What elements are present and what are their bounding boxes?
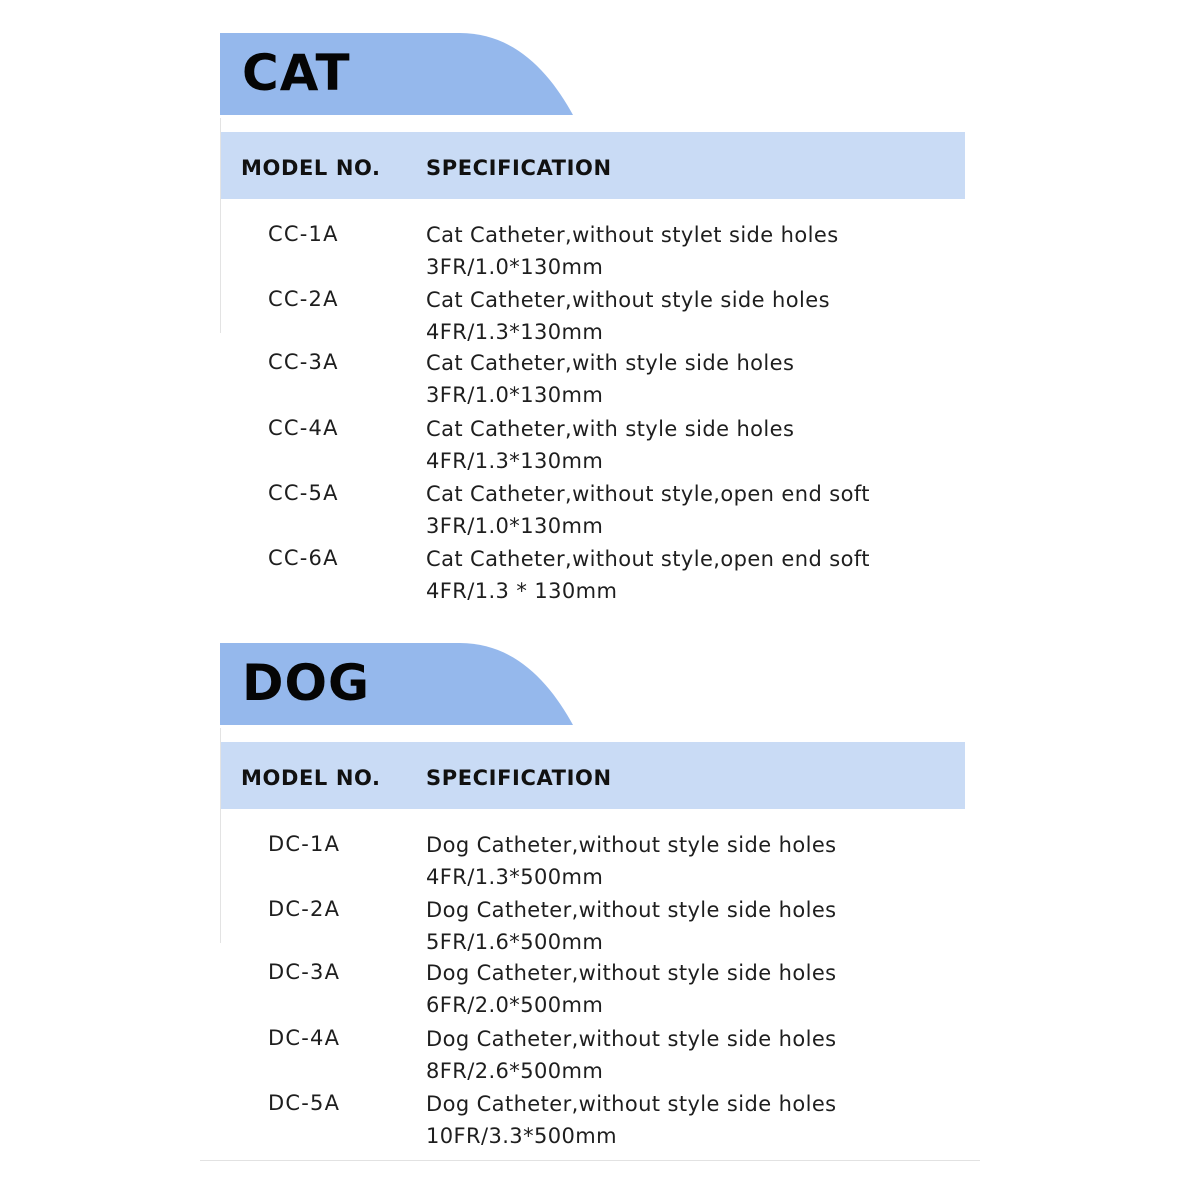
model-number: DC-1A (268, 832, 341, 856)
specification (426, 1023, 956, 1087)
model-column-header: MODEL NO. (241, 156, 381, 180)
model-number: CC-2A (268, 287, 339, 311)
spec-size: 4FR/1.3*500mm (426, 865, 604, 889)
section-title: DOG (242, 654, 371, 712)
table-edge-line (220, 118, 221, 333)
table-row (220, 478, 965, 542)
table-row (220, 1088, 965, 1152)
table-header (220, 742, 965, 809)
specification (426, 219, 956, 283)
specification (426, 284, 956, 348)
spec-description: Cat Catheter,without style,open end soft (426, 547, 870, 571)
spec-description: Cat Catheter,with style side holes (426, 417, 795, 441)
spec-description: Dog Catheter,without style side holes (426, 898, 837, 922)
model-number: DC-5A (268, 1091, 341, 1115)
specification (426, 829, 956, 893)
table-row (220, 829, 965, 893)
specification-column-header: SPECIFICATION (426, 766, 612, 790)
spec-size: 4FR/1.3*130mm (426, 449, 604, 473)
spec-description: Dog Catheter,without style side holes (426, 961, 837, 985)
spec-size: 6FR/2.0*500mm (426, 993, 604, 1017)
model-number: DC-3A (268, 960, 341, 984)
specification (426, 543, 956, 607)
spec-size: 3FR/1.0*130mm (426, 255, 604, 279)
model-number: CC-1A (268, 222, 339, 246)
model-column-header: MODEL NO. (241, 766, 381, 790)
table-row (220, 957, 965, 1021)
spec-size: 10FR/3.3*500mm (426, 1124, 617, 1148)
specification (426, 413, 956, 477)
dog-section (220, 643, 965, 1153)
specification (426, 347, 956, 411)
table-row (220, 543, 965, 607)
bottom-divider (200, 1160, 980, 1161)
model-number: CC-3A (268, 350, 339, 374)
specification (426, 894, 956, 958)
table-header (220, 132, 965, 199)
spec-size: 3FR/1.0*130mm (426, 514, 604, 538)
spec-size: 5FR/1.6*500mm (426, 930, 604, 954)
model-number: CC-5A (268, 481, 339, 505)
model-number: CC-4A (268, 416, 339, 440)
specification (426, 478, 956, 542)
table-row (220, 1023, 965, 1087)
spec-size: 8FR/2.6*500mm (426, 1059, 604, 1083)
model-number: DC-4A (268, 1026, 341, 1050)
section-tab (220, 33, 575, 115)
specification (426, 1088, 956, 1152)
section-tab (220, 643, 575, 725)
spec-description: Cat Catheter,without style,open end soft (426, 482, 870, 506)
specification (426, 957, 956, 1021)
spec-description: Cat Catheter,without style side holes (426, 288, 830, 312)
spec-description: Dog Catheter,without style side holes (426, 1027, 837, 1051)
table-row (220, 347, 965, 411)
spec-size: 4FR/1.3*130mm (426, 320, 604, 344)
table-row (220, 219, 965, 283)
model-number: CC-6A (268, 546, 339, 570)
spec-size: 4FR/1.3 * 130mm (426, 579, 618, 603)
table-row (220, 894, 965, 958)
specification-column-header: SPECIFICATION (426, 156, 612, 180)
spec-description: Cat Catheter,with style side holes (426, 351, 795, 375)
model-number: DC-2A (268, 897, 341, 921)
table-row (220, 413, 965, 477)
cat-section (220, 33, 965, 608)
spec-size: 3FR/1.0*130mm (426, 383, 604, 407)
table-edge-line (220, 728, 221, 943)
spec-description: Dog Catheter,without style side holes (426, 1092, 837, 1116)
table-row (220, 284, 965, 348)
spec-description: Dog Catheter,without style side holes (426, 833, 837, 857)
spec-description: Cat Catheter,without stylet side holes (426, 223, 839, 247)
section-title: CAT (242, 44, 351, 102)
